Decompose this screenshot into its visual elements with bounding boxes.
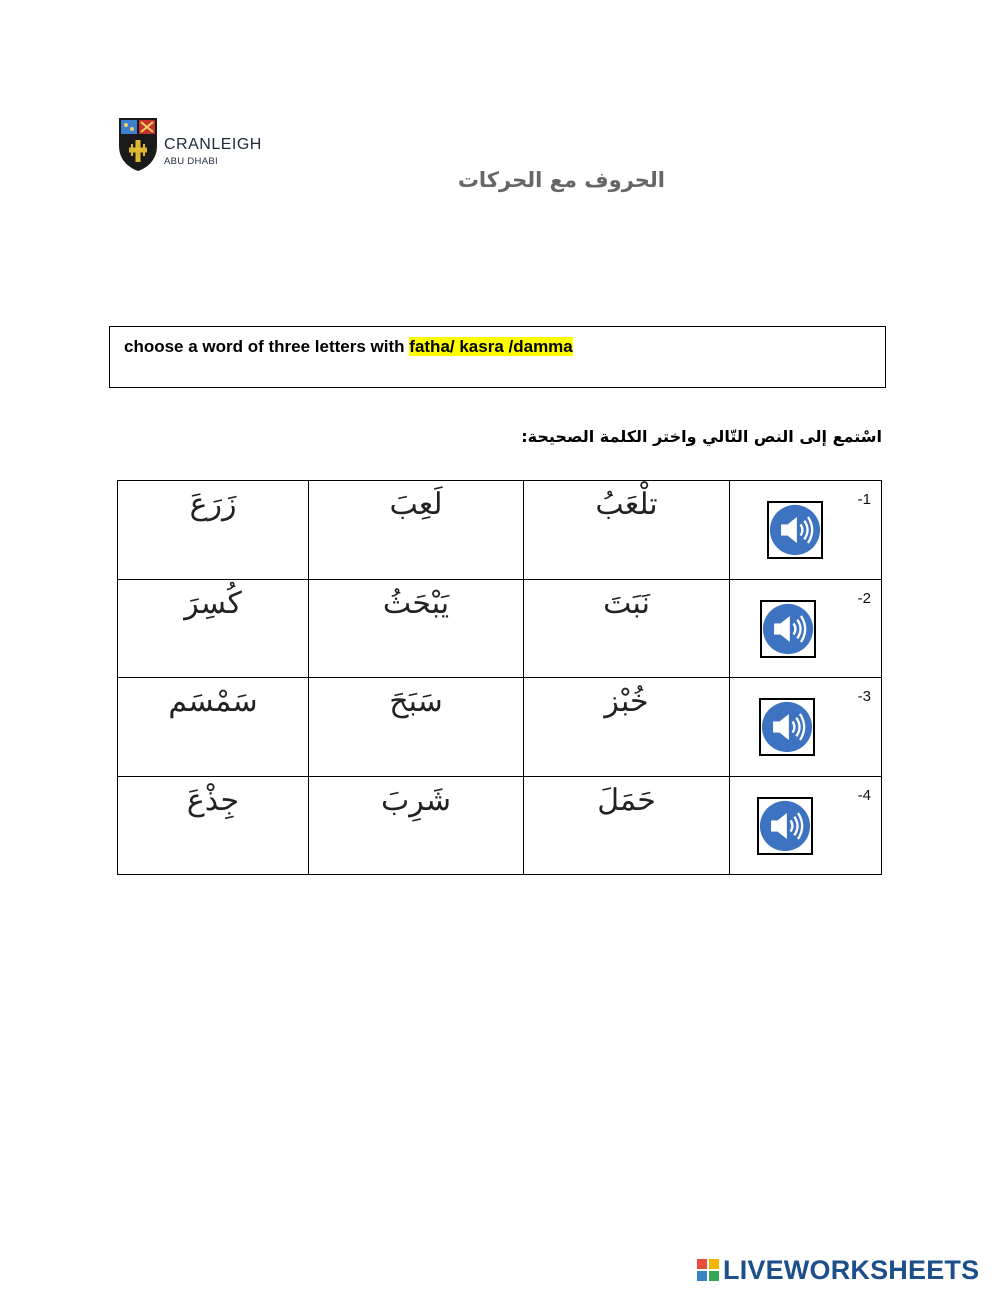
word-option[interactable]: جِذْعَ [186,782,240,818]
speaker-icon [762,602,814,656]
row-number: -3 [857,688,871,705]
play-audio-button[interactable] [767,501,823,559]
liveworksheets-logo-icon [697,1259,719,1281]
speaker-icon [769,503,821,557]
play-audio-button[interactable] [759,698,815,756]
play-audio-button[interactable] [757,797,813,855]
word-option[interactable]: سَبَحَ [389,684,443,719]
school-name: CRANLEIGH [164,136,262,153]
instruction-box [109,326,886,388]
word-option[interactable]: خُبْز [604,684,649,719]
school-campus: ABU DHABI [164,156,218,167]
word-option[interactable]: يَبْحَثُ [382,585,450,621]
instruction-prefix: choose a word of three letters with [124,337,410,356]
table-row [118,776,882,875]
watermark-text: LIVEWORKSHEETS [723,1255,980,1285]
instruction-highlight: fatha/ kasra /damma [409,337,573,356]
row-number: -4 [857,786,871,804]
word-option[interactable]: نَبَتَ [603,585,650,621]
word-option[interactable]: كُسِرَ [184,585,242,621]
table-row [118,579,882,678]
word-option[interactable]: سَمْسَم [168,684,258,719]
table-row [118,481,882,580]
play-audio-button[interactable] [760,600,816,658]
speaker-icon [759,799,811,853]
word-option[interactable]: لَعِبَ [389,487,443,522]
word-option[interactable]: زَرَعَ [189,487,237,522]
row-number: -2 [857,589,871,607]
word-option[interactable]: تلْعَبُ [595,487,658,522]
speaker-icon [761,700,813,754]
school-logo [117,116,277,176]
row-number: -1 [857,491,871,508]
page-title: الحروف مع الحركات [457,168,665,192]
word-option[interactable]: شَرِبَ [381,782,451,818]
liveworksheets-watermark [697,1255,997,1287]
table-row [118,678,882,777]
exercise-prompt: اسْتمع إلى النص التّالي واختر الكلمة الصحيحة: [521,427,882,446]
instruction-text [124,337,573,357]
word-option[interactable]: حَمَلَ [597,782,656,818]
word-choice-table [117,480,882,875]
school-crest-icon [117,116,159,172]
